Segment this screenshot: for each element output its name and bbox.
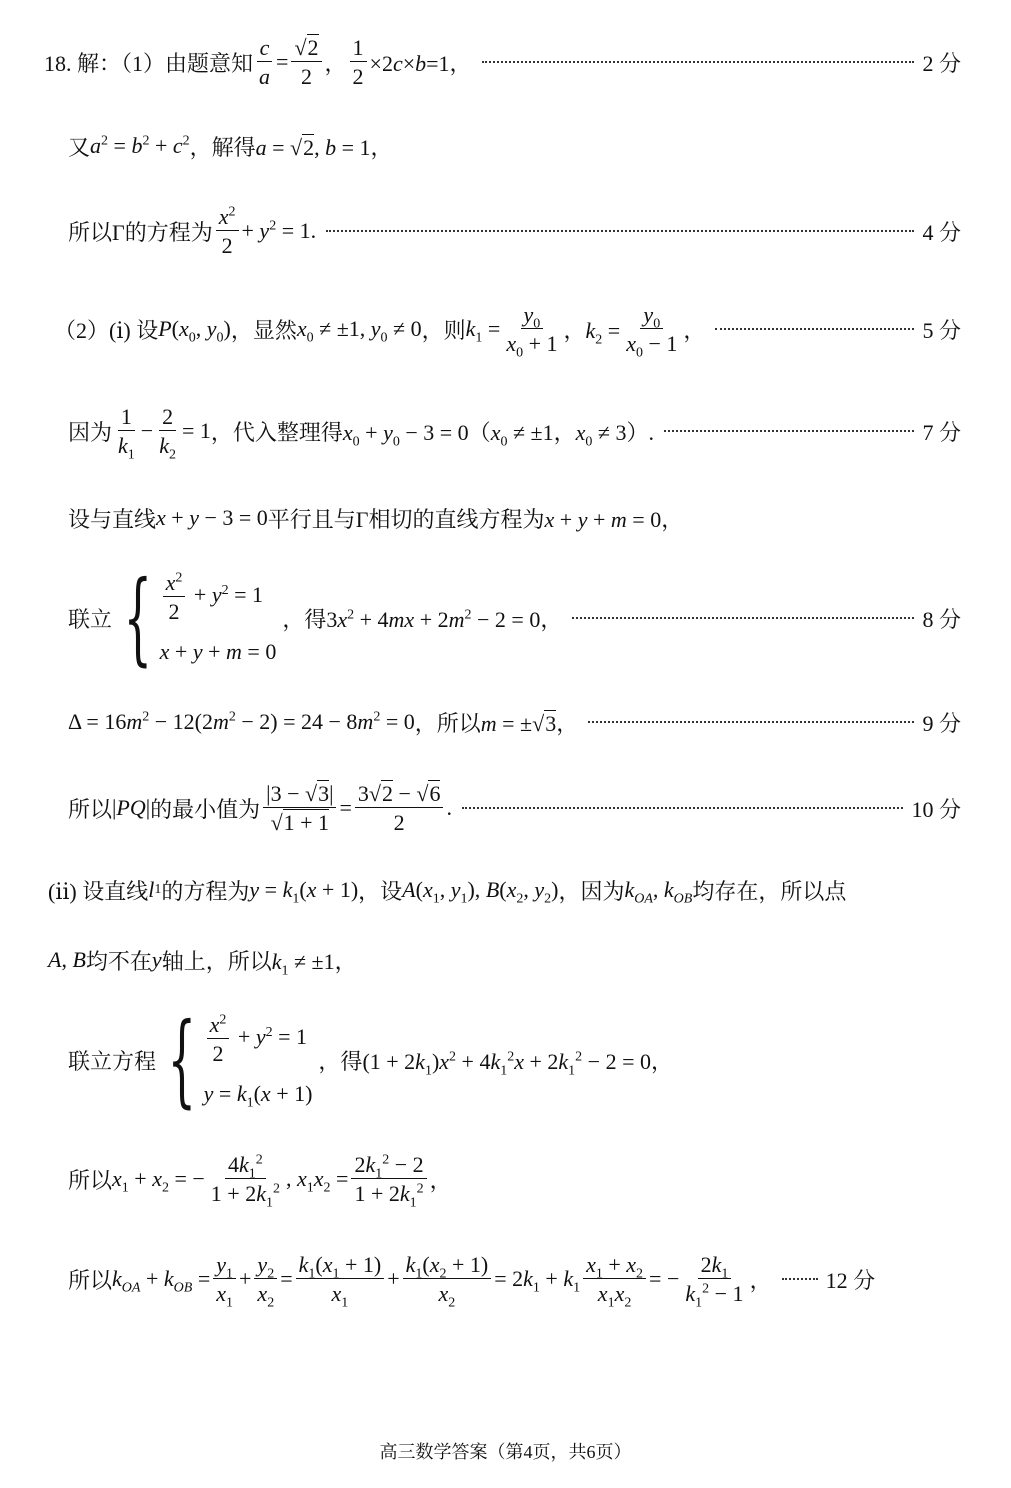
score-5: 5 分 (922, 317, 961, 343)
line-11: A, B 均不在 y 轴上，所以 $k_1 \ne \pm 1$， (48, 947, 357, 978)
line-4: （2）(ⅰ) 设 $P(x_0$, $y_0$) ，显然 $x_0 \ne \pm 1$, $y_0 \ne 0$ ，则 $k_1$ = $\frac{y_0}{x_0 + 1}$ ，$k_2$ = $\frac{y_0}{x_0 - 1}$ ， 5 分 (0, 298, 1011, 360)
frac-sqrt2-over-2: $\frac{√2}{2}$ (291, 36, 321, 88)
line-1-lead: 18. 解：（1）由题意知 (44, 50, 254, 76)
score-8: 8 分 (922, 606, 961, 632)
score-9: 9 分 (922, 710, 961, 736)
frac-1-over-2: $\frac{1}{2}$ (350, 36, 367, 88)
equation-system-2: { $\frac{x^2}{2}$ + $y^2 = 1$ $y = k_1(x + 1)$ (167, 1001, 313, 1118)
line-8: $\Delta = 16m^2 - 12(2m^2 - 2) = 24 - 8m^2 = 0$ ，所以 m = ±√3， 9 分 (0, 702, 1011, 742)
line-3: 所以Γ的方程为 $\frac{x^2}{2}$ + $y^2 = 1$. 4 分 (0, 200, 1011, 262)
score-12: 12 分 (825, 1267, 876, 1293)
line-7: 联立 { $\frac{x^2}{2}$ + $y^2 = 1$ x + y + m = 0 ，得 $3x^2 + 4mx + 2m^2 - 2 = 0$， 8 分 (0, 562, 1011, 674)
leader-dots (482, 61, 915, 63)
line-13: 所以 $x_1 + x_2$ = − $\frac{4k_1^2}{1 + 2k_1^2}$ , $x_1x_2$ = $\frac{2k_1^2 - 2}{1 + 2k_1^2}$ ， (68, 1151, 452, 1211)
line-6: 设与直线 x + y − 3 = 0 平行且与Γ相切的直线方程为 x + y + m = 0， (68, 505, 684, 532)
line-10: (ⅱ) 设直线 l 1 的方程为 $y = k_1(x + 1)$ ，设 $A(x_1$, $y_1$), $B(x_2$, $y_2$) ，因为 $k_{OA}$, $k_{OB}$ 均存在，所以点 (48, 877, 847, 907)
score-10: 10 分 (911, 796, 961, 822)
frac-c-over-a: $\frac{c}{a}$ (256, 36, 273, 88)
line-1: 18. 解：（1）由题意知 $\frac{c}{a}$ = $\frac{√2}{2}$ ， $\frac{1}{2}$ ×2c×b=1， 2 分 (0, 32, 1011, 92)
score-2: 2 分 (922, 50, 961, 76)
score-4: 4 分 (922, 219, 961, 245)
line-2: 又 $a^2 = b^2 + c^2$ ，解得 a = √2, b = 1， (68, 133, 393, 160)
line-14: 所以 $k_{OA} + k_{OB}$ = $\frac{y_1}{x_1}$ + $\frac{y_2}{x_2}$ = $\frac{k_1(x_1 + 1)}{x_1}$ + $\frac{k_1(x_2 + 1)}{x_2}$ = $2k_1 + k_1$ $\frac{x_1 + x_2}{x_1x_2}$ = − $\frac{2k_1}{k_1^2 - 1}$ ， 12 分 (0, 1244, 1011, 1314)
line-9: 所以 |PQ| 的最小值为 $\frac{|3 - √3|}{√1 + 1}$ = $\frac{3√2 - √6}{2}$ . 10 分 (0, 774, 1011, 842)
line-12: 联立方程 { $\frac{x^2}{2}$ + $y^2 = 1$ $y = k_1(x + 1)$ ，得 $(1 + 2k_1)x^2 + 4k_1^2x + 2k_1^2 - 2 = 0$， (68, 1001, 673, 1118)
score-7: 7 分 (922, 419, 961, 445)
line-5: 因为 $\frac{1}{k_1}$ − $\frac{2}{k_2}$ = 1 ，代入整理得 $x_0 + y_0 - 3 = 0(x_0 \ne \pm 1$，$x_0 \ne 3$）. 7 分 (0, 400, 1011, 462)
equation-system: { $\frac{x^2}{2}$ + $y^2 = 1$ x + y + m = 0 (123, 559, 277, 676)
page-footer: 高三数学答案（第4页，共6页） (379, 1442, 632, 1462)
